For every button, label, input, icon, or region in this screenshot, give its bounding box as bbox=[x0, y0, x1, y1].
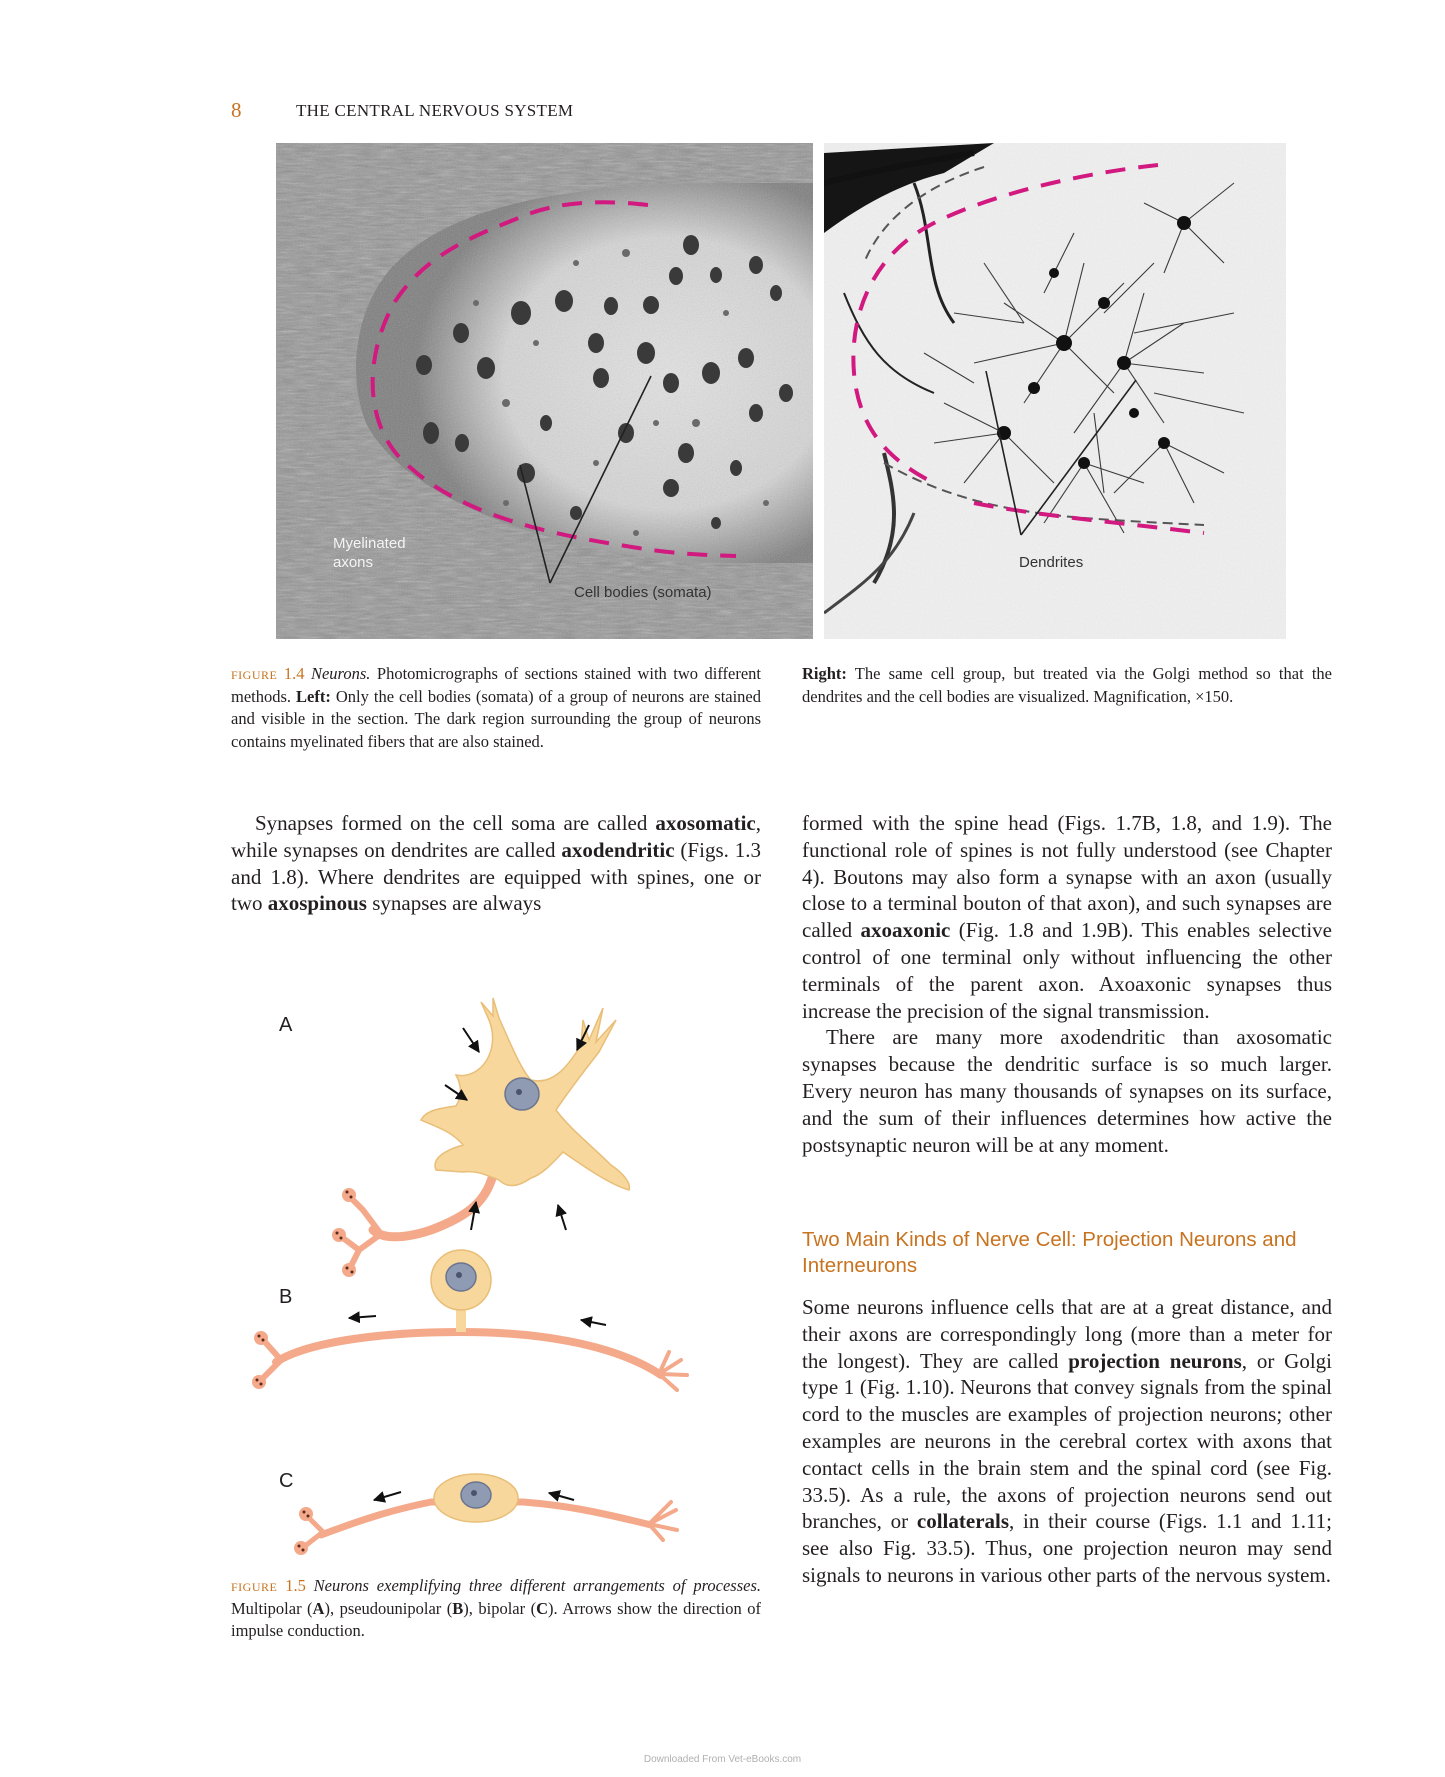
label-myelinated-axons: Myelinated axons bbox=[333, 535, 406, 571]
pseudounipolar-neuron bbox=[252, 1250, 687, 1390]
caption-text: Photomicrographs of sections stained with two different methods. bbox=[231, 664, 762, 706]
figure-number: 1.5 bbox=[285, 1576, 306, 1595]
figure-1-5-illustration bbox=[231, 980, 761, 1560]
paragraph: There are many more axodendritic than axosomatic synapses because the dendritic surface is so much larger. Every neuron has many thousands of synapses on its surface, and the sum of their influences determines how active the postsynaptic neuron will be at any moment. bbox=[802, 1025, 1332, 1157]
caption-title: Neurons exemplifying three different arrangements of processes. bbox=[313, 1576, 762, 1595]
multipolar-neuron bbox=[332, 998, 629, 1277]
text: (Figs. 1.3 and 1.8). Where dendrites are equipped with spines, one or two bbox=[231, 837, 761, 916]
page-number: 8 bbox=[231, 98, 242, 122]
term-collaterals: collaterals bbox=[916, 1509, 1010, 1534]
label-cell-bodies: Cell bodies (somata) bbox=[574, 584, 712, 601]
text: Synapses formed on the cell soma are called bbox=[255, 811, 656, 835]
figure-1-5-caption bbox=[231, 1575, 761, 1643]
panel-label-c: C bbox=[279, 1470, 294, 1492]
figure-1-4-caption-left bbox=[231, 663, 761, 753]
term-axosomatic: axosomatic bbox=[655, 811, 756, 835]
figure-1-4-caption-right bbox=[802, 663, 1332, 708]
caption-text: Multipolar ( bbox=[231, 1598, 313, 1618]
caption-text: ). Arrows show the direction of impulse conduction. bbox=[231, 1598, 761, 1640]
text: (Fig. 1.8 and 1.9B). This enables selective control of one terminal only without influencing the other terminals of the parent axon. Axoaxonic synapses thus increase the precision of the signal transmission. bbox=[802, 918, 1332, 1023]
text: formed with the spine head (Figs. 1.7B, 1.8, and 1.9). The functional role of spines is not fully understood (see Chapter 4). Boutons may also form a synapse with an axon (usually close to a terminal bouton of that axon), and such synapses are called bbox=[802, 811, 1332, 943]
caption-panel-a: A bbox=[312, 1598, 325, 1618]
body-right-column bbox=[802, 810, 1332, 1158]
section-heading: Two Main Kinds of Nerve Cell: Projection Neurons and Interneurons bbox=[802, 1228, 1297, 1277]
term-axodendritic: axodendritic bbox=[561, 837, 675, 862]
bipolar-neuron bbox=[294, 1474, 677, 1555]
caption-title: Neurons. bbox=[310, 664, 371, 683]
panel-label-b: B bbox=[279, 1286, 293, 1308]
caption-panel-c: C bbox=[536, 1598, 549, 1618]
panel-label-a: A bbox=[279, 1014, 293, 1036]
term-axospinous: axospinous bbox=[267, 891, 367, 916]
body-left-column bbox=[231, 810, 761, 917]
paragraph bbox=[802, 1294, 1332, 1589]
caption-text: ), bipolar ( bbox=[463, 1598, 537, 1618]
paragraph bbox=[231, 810, 761, 917]
text: , while synapses on dendrites are called bbox=[231, 811, 761, 862]
caption-left-keyword: Left: bbox=[296, 686, 331, 706]
text: Some neurons influence cells that are at a great distance, and their axons are correspondingly long (more than a meter for the longest). They are called bbox=[802, 1295, 1332, 1373]
label-dendrites: Dendrites bbox=[1019, 554, 1084, 571]
caption-right-keyword: Right: bbox=[802, 664, 847, 683]
footer-credit: Downloaded From Vet-eBooks.com bbox=[643, 1754, 802, 1765]
text: , or Golgi type 1 (Fig. 1.10). Neurons that convey signals from the spinal cord to the muscles are examples of projection neurons; other examples are neurons in the cerebral cortex with axons that contact cells in the brain stem and the spinal cord (see Fig. 33.5). As a rule, the axons of projection neurons send out branches, or bbox=[802, 1348, 1333, 1534]
caption-panel-b: B bbox=[452, 1598, 464, 1618]
caption-text: ), pseudounipolar ( bbox=[324, 1598, 453, 1618]
paragraph bbox=[802, 810, 1332, 1024]
figure-label: figure bbox=[231, 664, 278, 683]
term-projection-neurons: projection neurons bbox=[1068, 1348, 1242, 1373]
text: , in their course (Figs. 1.1 and 1.11; see also Fig. 33.5). Thus, one projection neuron may send signals to neurons in various other parts of the nervous system. bbox=[802, 1509, 1332, 1587]
figure-1-4-left-photo bbox=[276, 143, 813, 639]
caption-text: The same cell group, but treated via the Golgi method so that the dendrites and the cell bodies are visualized. Magnification, ×150. bbox=[802, 664, 1332, 706]
text: synapses are always bbox=[366, 891, 542, 916]
term-axoaxonic: axoaxonic bbox=[860, 918, 951, 943]
caption-text: Only the cell bodies (somata) of a group of neurons are stained and visible in the section. The dark region surrounding the group of neurons contains myelinated fibers that are also stained. bbox=[231, 686, 762, 751]
figure-number: 1.4 bbox=[283, 664, 305, 683]
running-title: THE CENTRAL NERVOUS SYSTEM bbox=[296, 101, 574, 120]
figure-label: figure bbox=[231, 1576, 278, 1595]
body-right-column-2 bbox=[802, 1294, 1332, 1589]
figure-1-4-right-photo bbox=[824, 143, 1286, 639]
